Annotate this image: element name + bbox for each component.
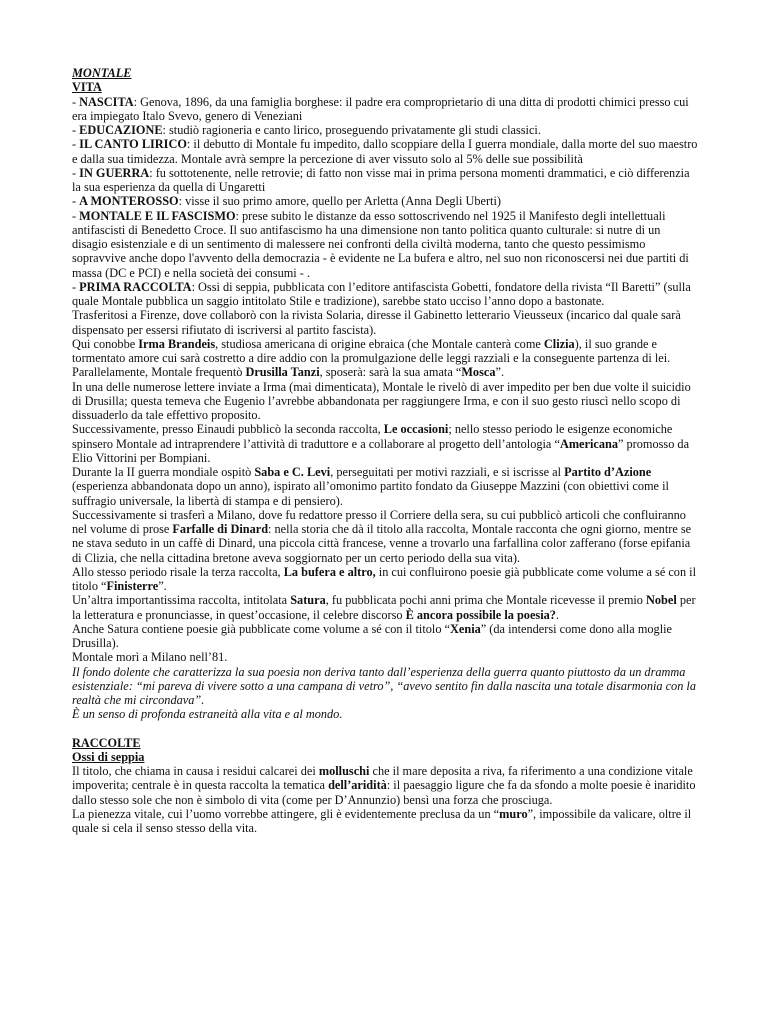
- bold-text: MONTALE E IL FASCISMO: [79, 208, 236, 223]
- text-run: -: [72, 165, 80, 180]
- paragraph: [72, 508, 698, 565]
- vita-body: [72, 95, 698, 722]
- bold-text: Partito d’Azione: [564, 465, 652, 479]
- bold-text: Le occasioni: [383, 422, 449, 437]
- paragraph: [72, 166, 698, 195]
- text-run: -: [72, 279, 80, 294]
- text-run: La pienezza vitale, cui l’uomo vorrebbe attingere, gli è evidentemente preclusa da un “: [72, 806, 500, 821]
- bold-text: Xenia: [450, 621, 481, 636]
- paragraph: [72, 764, 698, 807]
- bold-text: È ancora possibile la poesia?: [405, 607, 556, 622]
- text-run: Trasferitosi a Firenze, dove collaborò con la rivista Solaria, diresse il Gabinetto letterario Vieusseux (incarico dal quale sarà dispensato per essersi rifiutato di iscriversi al partito fascista).: [72, 308, 681, 337]
- paragraph: [72, 465, 698, 508]
- text-run: : visse il suo primo amore, quello per Arletta (Anna Degli Uberti): [178, 194, 501, 209]
- text-run: , studiosa americana di origine ebraica (che Montale canterà come: [215, 336, 544, 351]
- text-run: : studiò ragioneria e canto lirico, proseguendo privatamente gli studi classici.: [162, 123, 541, 137]
- text-run: In una delle numerose lettere inviate a Irma (mai dimenticata), Montale le rivelò di aver impedito per ben due volte il suicidio di Drusilla; questa temeva che Eugenio l’avrebbe abbandonata per raggiungere Irma, e con il suo gesto riuscì nello scopo di dissuaderlo da tale effettivo proposito.: [72, 379, 691, 422]
- text-run: : il paesaggio ligure che fa da sfondo a molte poesie è inaridito dallo stesso sole che non è simbolo di vita (come per D’Annunzio) bensì una forza che prosciuga.: [72, 778, 696, 807]
- bold-text: A MONTEROSSO: [79, 194, 179, 209]
- paragraph: [72, 380, 698, 423]
- bold-text: muro: [499, 806, 528, 821]
- bold-text: PRIMA RACCOLTA: [79, 279, 192, 294]
- paragraph: [72, 622, 698, 651]
- paragraph: [72, 707, 698, 721]
- text-run: Un’altra importantissima raccolta, intitolata: [72, 593, 291, 608]
- bold-text: IN GUERRA: [79, 165, 150, 180]
- text-run: Montale morì a Milano nell’81.: [72, 650, 228, 665]
- bold-text: molluschi: [318, 764, 370, 778]
- paragraph: [72, 137, 698, 166]
- bold-text: dell’aridità: [328, 778, 387, 793]
- italic-text: Il fondo dolente che caratterizza la sua poesia non deriva tanto dall’esperienza della guerra quanto piuttosto da un dramma esistenziale: “mi pareva di vivere sotto a una campana di vetro”, “avevo sentito fin dalla nascita una totale disarmonia con la realtà che mi circondava”.: [72, 664, 696, 707]
- paragraph: [72, 650, 698, 664]
- text-run: .: [555, 607, 559, 622]
- text-run: Anche Satura contiene poesie già pubblicate come volume a sé con il titolo “: [72, 621, 451, 636]
- paragraph: [72, 365, 698, 379]
- paragraph: [72, 337, 698, 366]
- text-run: : Ossi di seppia, pubblicata con l’editore antifascista Gobetti, fondatore della rivista “Il Baretti” (sulla quale Montale pubblica un saggio intitolato Stile e tradizione), sarebbe stato ucciso l’anno dopo a bastonate.: [72, 279, 691, 308]
- paragraph: [72, 308, 698, 337]
- paragraph: [72, 565, 698, 594]
- italic-text: È un senso di profonda estraneità alla vita e al mondo.: [72, 707, 343, 722]
- section-heading-raccolte: RACCOLTE: [72, 735, 141, 750]
- text-run: : nella storia che dà il titolo alla raccolta, Montale racconta che ogni giorno, mentre se ne stava seduto in un caffè di Dinard, una piccola città francese, venne a trovarlo una farfallina color zafferano (forse epifania di Clizia, che nella cittadina bretone aveva soggiornato per un certo periodo della sua vita).: [72, 522, 692, 565]
- document-page: [72, 66, 698, 835]
- paragraph: [72, 280, 698, 309]
- bold-text: Americana: [559, 436, 618, 451]
- bold-text: Irma Brandeis: [138, 336, 216, 351]
- text-run: Parallelamente, Montale frequentò: [72, 365, 246, 380]
- text-run: ”, impossibile da valicare, oltre il quale si cela il senso stesso della vita.: [72, 806, 692, 835]
- bold-text: Saba e C. Levi: [254, 465, 331, 479]
- bold-text: NASCITA: [79, 94, 134, 109]
- paragraph: [72, 194, 698, 208]
- text-run: ” (da intendersi come dono alla moglie Drusilla).: [72, 621, 672, 650]
- bold-text: Mosca: [461, 365, 496, 380]
- text-run: ”.: [495, 365, 505, 380]
- paragraph: [72, 422, 698, 465]
- text-run: (esperienza abbandonata dopo un anno), ispirato all’omonimo partito fondato da Giuseppe Mazzini (con obiettivi come il suffragio universale, la libertà di stampa e di pensiero).: [72, 479, 669, 508]
- text-run: : prese subito le distanze da esso sottoscrivendo nel 1925 il Manifesto degli intellettuali antifascisti di Benedetto Croce. Il suo antifascismo ha una dimensione non tanto politica quanto culturale: si nutre di un disagio esistenziale e di un sentimento di malessere nei confronti della civiltà moderna, tanto che questo pessimismo sopravvive anche dopo l'avvento della democrazia - è evidente ne La bufera e altro, nel suo non riconoscersi nei due partiti di massa (DC e PCI) e nella società dei consumi - .: [72, 208, 689, 280]
- bold-text: La bufera e altro,: [283, 564, 376, 579]
- text-run: , fu pubblicata pochi anni prima che Montale ricevesse il premio: [325, 593, 647, 608]
- section-gap: [72, 722, 698, 736]
- paragraph: [72, 807, 698, 836]
- text-run: ), il suo grande e tormentato amore cui sarà costretto a dire addio con la promulgazione delle leggi razziali e la conseguente partenza di lei.: [72, 336, 671, 365]
- bold-text: Finisterre: [106, 579, 159, 593]
- bold-text: Farfalle di Dinard: [172, 522, 269, 536]
- text-run: Successivamente, presso Einaudi pubblicò la seconda raccolta,: [72, 422, 384, 437]
- text-run: : Genova, 1896, da una famiglia borghese: il padre era comproprietario di una ditta di prodotti chimici presso cui era impiegato Italo Svevo, genero di Veneziani: [72, 94, 689, 123]
- text-run: -: [72, 208, 80, 223]
- text-run: -: [72, 137, 80, 152]
- text-run: Qui conobbe: [72, 336, 139, 351]
- paragraph: [72, 123, 698, 137]
- raccolte-body: [72, 764, 698, 835]
- text-run: Durante la II guerra mondiale ospitò: [72, 465, 255, 479]
- text-run: per la letteratura e pronunciasse, in quest’occasione, il celebre discorso: [72, 593, 696, 622]
- section-heading-vita: VITA: [72, 80, 102, 95]
- text-run: -: [72, 123, 80, 137]
- text-run: che il mare deposita a riva, fa riferimento a una condizione vitale impoverita; centrale è in questa raccolta la tematica: [72, 764, 693, 793]
- text-run: ; nello stesso periodo le esigenze economiche spinsero Montale ad intraprendere l’attività di traduttore e a collaborare al progetto dell’antologia “: [72, 422, 673, 451]
- bold-text: Nobel: [646, 593, 677, 608]
- bold-text: Drusilla Tanzi: [245, 365, 320, 380]
- text-run: : fu sottotenente, nelle retrovie; di fatto non visse mai in prima persona momenti drammatici, e ciò differenzia la sua esperienza da quella di Ungaretti: [72, 165, 690, 194]
- bold-text: Satura: [290, 593, 326, 608]
- paragraph: [72, 95, 698, 124]
- text-run: -: [72, 194, 80, 209]
- bold-text: IL CANTO LIRICO: [79, 137, 187, 152]
- text-run: -: [72, 94, 80, 109]
- document-title: MONTALE: [72, 66, 132, 80]
- subheading-ossi-di-seppia: Ossi di seppia: [72, 749, 145, 764]
- paragraph: [72, 665, 698, 708]
- text-run: in cui confluirono poesie già pubblicate come volume a sé con il titolo “: [72, 564, 697, 593]
- text-run: ”.: [158, 579, 167, 593]
- text-run: , perseguitati per motivi razziali, e si iscrisse al: [330, 465, 565, 479]
- bold-text: EDUCAZIONE: [79, 123, 163, 137]
- text-run: Allo stesso periodo risale la terza raccolta,: [72, 564, 284, 579]
- text-run: , sposerà: sarà la sua amata “: [319, 365, 462, 380]
- text-run: Il titolo, che chiama in causa i residui calcarei dei: [72, 764, 319, 778]
- paragraph: [72, 593, 698, 622]
- text-run: ” promosso da Elio Vittorini per Bompiani.: [72, 436, 690, 465]
- paragraph: [72, 209, 698, 280]
- text-run: Successivamente si trasferì a Milano, dove fu redattore presso il Corriere della sera, su cui pubblicò articoli che confluiranno nel volume di prose: [72, 507, 686, 536]
- text-run: : il debutto di Montale fu impedito, dallo scoppiare della I guerra mondiale, dalla morte del suo maestro e dalla sua timidezza. Montale avrà sempre la percezione di aver vissuto solo al 5% delle sue possibilità: [72, 137, 698, 166]
- bold-text: Clizia: [543, 336, 575, 351]
